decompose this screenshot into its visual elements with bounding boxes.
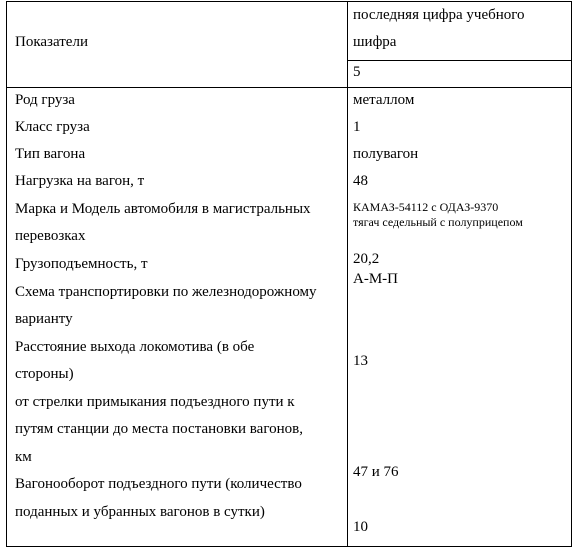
header-cipher-digit: 5: [353, 64, 361, 80]
row-label-wagon-load: Нагрузка на вагон, т: [15, 173, 145, 189]
header-cipher-label-line1: последняя цифра учебного: [353, 7, 525, 23]
header-bottom-border: [7, 87, 571, 88]
row-label-vehicle-model-line2: перевозках: [15, 228, 86, 244]
row-value-vehicle-model-line1: КАМАЗ-54112 с ОДАЗ-9370: [353, 200, 499, 214]
row-value-wagon-type: полувагон: [353, 146, 419, 162]
row-value-locomotive-distance: 13: [353, 353, 368, 369]
row-value-switch-distance: 47 и 76: [353, 464, 399, 480]
row-label-transport-scheme-line1: Схема транспортировки по железнодорожному: [15, 284, 317, 300]
row-value-cargo-class: 1: [353, 119, 361, 135]
header-subdivider: [347, 60, 571, 61]
row-label-wagon-turnover-line2: поданных и убранных вагонов в сутки): [15, 504, 265, 520]
row-value-wagon-turnover: 10: [353, 519, 368, 535]
row-label-wagon-type: Тип вагона: [15, 146, 86, 162]
row-label-wagon-turnover-line1: Вагонооборот подъездного пути (количество: [15, 476, 302, 492]
row-label-switch-distance-line2: путям станции до места постановки вагонов,: [15, 421, 303, 437]
row-value-vehicle-model-line2: тягач седельный с полуприцепом: [353, 215, 523, 229]
row-value-wagon-load: 48: [353, 173, 368, 189]
row-label-locomotive-distance-line2: стороны): [15, 366, 74, 382]
row-value-capacity: 20,2: [353, 251, 380, 267]
row-label-locomotive-distance-line1: Расстояние выхода локомотива (в обе: [15, 339, 255, 355]
row-label-capacity: Грузоподъемность, т: [15, 256, 148, 272]
data-table: [6, 1, 572, 547]
row-label-vehicle-model-line1: Марка и Модель автомобиля в магистральных: [15, 201, 311, 217]
row-value-cargo-type: металлом: [353, 92, 415, 108]
header-cipher-label-line2: шифра: [353, 34, 397, 50]
row-label-transport-scheme-line2: варианту: [15, 311, 73, 327]
row-label-cargo-class: Класс груза: [15, 119, 90, 135]
row-label-switch-distance-line1: от стрелки примыкания подъездного пути к: [15, 394, 295, 410]
row-label-cargo-type: Род груза: [15, 92, 75, 108]
column-divider: [347, 2, 348, 546]
header-indicators-label: Показатели: [15, 34, 88, 50]
row-value-transport-scheme: А-М-П: [353, 271, 398, 287]
row-label-switch-distance-line3: км: [15, 449, 32, 465]
